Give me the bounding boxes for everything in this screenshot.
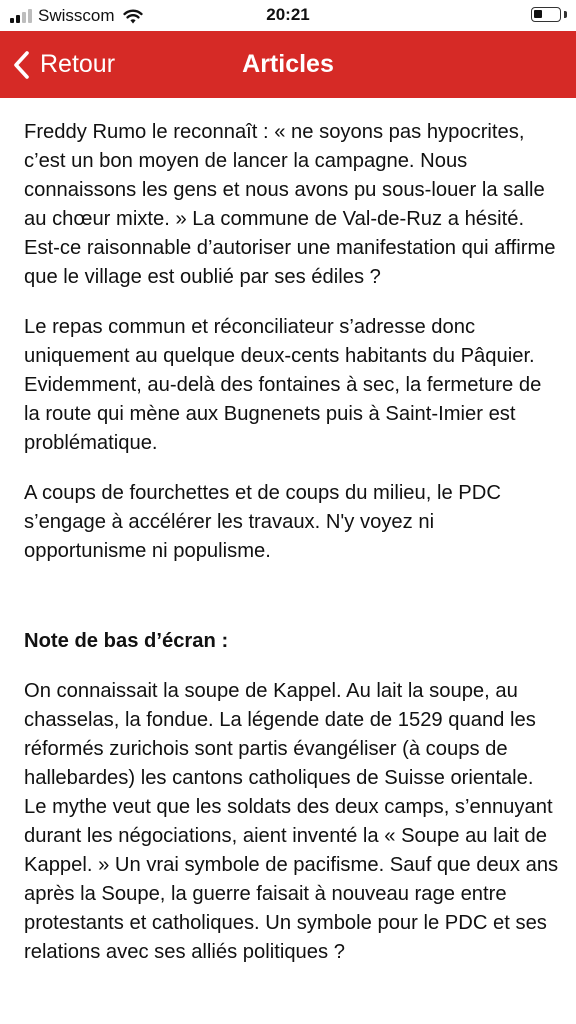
battery-cap — [564, 11, 567, 18]
battery-level — [534, 10, 542, 18]
back-button[interactable] — [12, 31, 115, 98]
chevron-left-icon — [12, 50, 30, 80]
article-paragraph: A coups de fourchettes et de coups du milieu, le PDC s’engage à accélérer les travaux. N'y voyez ni opportunisme ni populisme. — [24, 482, 501, 562]
note-heading: Note de bas d’écran : — [24, 630, 229, 652]
battery-icon — [531, 7, 561, 22]
note-paragraph: On connaissait la soupe de Kappel. Au lait la soupe, au chasselas, la fondue. La légende date de 1529 quand les réformés zurichois sont partis évangéliser (à coups de hallebardes) les cantons catholiques de Suisse orientale. Le mythe veut que les soldats des deux camps, s’ennuyant durant les négociations, aient inventé la « Soupe au lait de Kappel. » Un vrai symbole de pacifisme. Sauf que deux ans après la Soupe, la guerre faisait à nouveau rage entre protestants et catholiques. Un symbole pour le PDC et ses relations avec ses alliés politiques ? — [24, 680, 559, 963]
back-label: Retour — [40, 50, 116, 78]
page-title: Articles — [242, 50, 334, 78]
article-paragraph: Le repas commun et réconciliateur s’adresse donc uniquement au quelque deux-cents habitants du Pâquier. Evidemment, au-delà des fontaines à sec, la fermeture de la route qui mène aux Bugnenets puis à Saint-Imier est problématique. — [24, 316, 542, 454]
status-time: 20:21 — [266, 5, 310, 24]
status-bar — [0, 0, 576, 31]
article-paragraph: Freddy Rumo le reconnaît : « ne soyons pas hypocrites, c’est un bon moyen de lancer la campagne. Nous connaissons les gens et nous avons pu sous-louer la salle au chœur mixte. » La commune de Val-de-Ruz a hésité. Est-ce raisonnable d’autoriser une manifestation qui affirme que le village est oublié par ses édiles ? — [24, 121, 556, 288]
nav-bar — [0, 31, 576, 98]
section-spacer — [24, 587, 560, 627]
article-content — [24, 118, 560, 988]
carrier-name: Swisscom — [38, 6, 115, 25]
